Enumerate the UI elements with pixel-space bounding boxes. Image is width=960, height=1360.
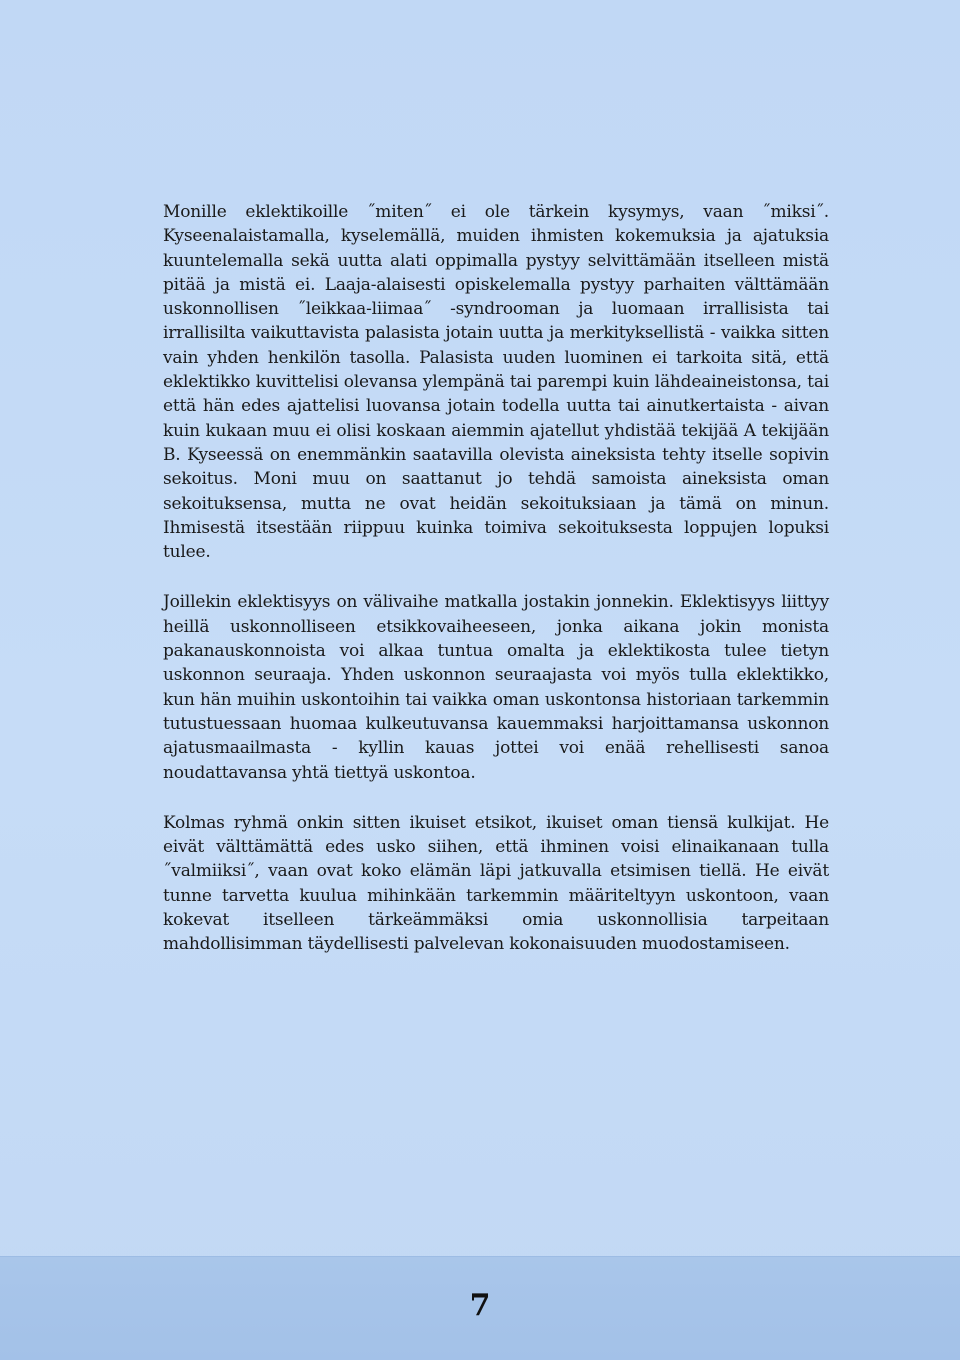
body-text [163,200,829,983]
paragraph-1: Monille eklektikoille ˝miten˝ ei ole tärkein kysymys, vaan ˝miksi˝. Kyseenalaistamalla, kyselemällä, muiden ihmisten kokemuksia ja ajatuksia kuuntelemalla sekä uutta alati oppimalla pystyy selvittämään itselleen mistä pitää ja mistä ei. Laaja-alaisesti opiskelemalla pystyy parhaiten välttämään uskonnollisen ˝leikkaa-liimaa˝ -syndrooman ja luomaan irrallisista tai irrallisilta vaikuttavista palasista jotain uutta ja merkityksellistä - vaikka sitten vain yhden henkilön tasolla. Palasista uuden luominen ei tarkoita sitä, että eklektikko kuvittelisi olevansa ylempänä tai parempi kuin lähdeaineistonsa, tai että hän edes ajattelisi luovansa jotain todella uutta tai ainutkertaista - aivan kuin kukaan muu ei olisi koskaan aiemmin ajatellut yhdistää tekijää A tekijään B. Kyseessä on enemmänkin saatavilla olevista aineksista tehty itselle sopivin sekoitus. Moni muu on saattanut jo tehdä samoista aineksista oman sekoituksensa, mutta ne ovat heidän sekoituksiaan ja tämä on minun. Ihmisestä itsestään riippuu kuinka toimiva sekoituksesta loppujen lopuksi tulee. [163,202,829,563]
paragraph-3: Kolmas ryhmä onkin sitten ikuiset etsikot, ikuiset oman tiensä kulkijat. He eivät välttämättä edes usko siihen, että ihminen voisi elinaikanaan tulla ˝valmiiksi˝, vaan ovat koko elämän läpi jatkuvalla etsimisen tiellä. He eivät tunne tarvetta kuulua mihinkään tarkemmin määriteltyyn uskontoon, vaan kokevat itselleen tärkeämmäksi omia uskonnollisia tarpeitaan mahdollisimman täydellisesti palvelevan kokonaisuuden muodostamiseen. [163,812,829,955]
paragraph-2: Joillekin eklektisyys on välivaihe matkalla jostakin jonnekin. Eklektisyys liittyy heillä uskonnolliseen etsikkovaiheeseen, jonka aikana jokin monista pakanauskonnoista voi alkaa tuntua omalta ja eklektikosta tulee tietyn uskonnon seuraaja. Yhden uskonnon seuraajasta voi myös tulla eklektikko, kun hän muihin uskontoihin tai vaikka oman uskontonsa historiaan tarkemmin tutustuessaan huomaa kulkeutuvansa kauemmaksi harjoittamansa uskonnon ajatusmaailmasta - kyllin kauas jottei voi enää rehellisesti sanoa noudattavansa yhtä tiettyä uskontoa. [163,592,829,783]
page-number: 7 [469,1288,491,1323]
